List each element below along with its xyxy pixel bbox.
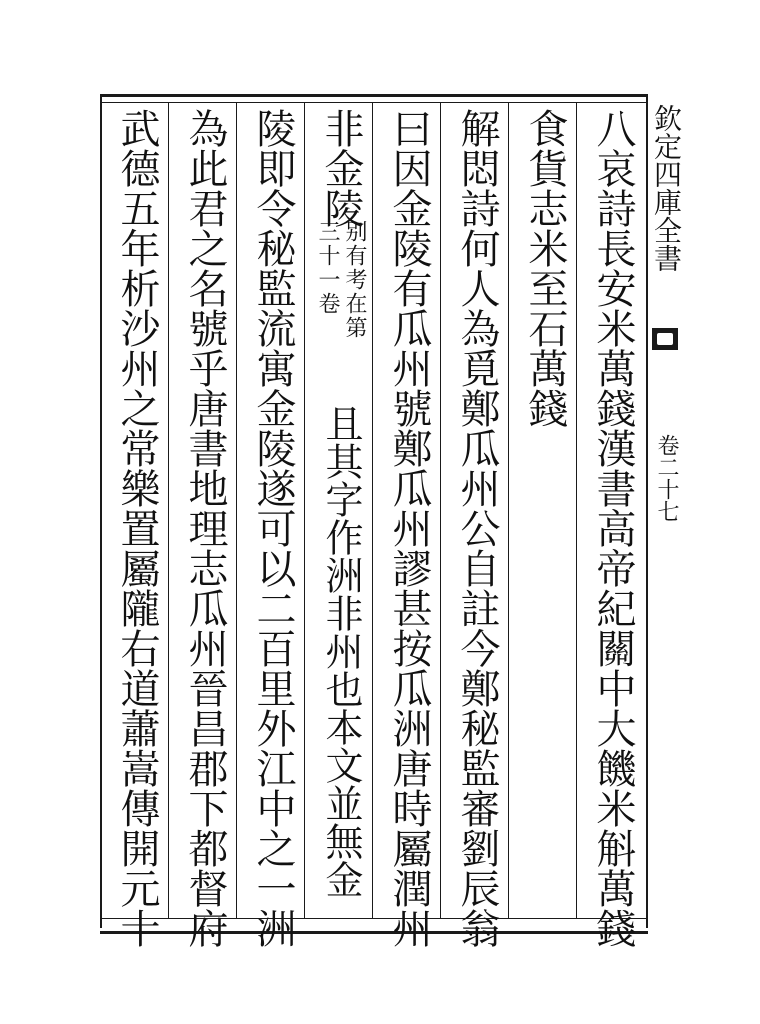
book-title: 欽定四庫全書	[650, 104, 683, 272]
column-rule	[236, 102, 237, 918]
text-column-1: 八哀詩長安米萬錢漢書高帝紀關中大饑米斛萬錢	[590, 108, 636, 948]
margin-strip	[650, 104, 682, 924]
column-rule	[576, 102, 577, 918]
annotation-right-line: 别有考在第	[342, 220, 367, 340]
juan-number: 卷二十七	[654, 434, 679, 522]
text-column-6: 陵即令秘監流寓金陵遂可以二百里外江中之一洲	[250, 108, 296, 948]
text-column-2: 食貨志米至石萬錢	[522, 108, 568, 428]
column-rule	[168, 102, 169, 918]
annotation-left-line: 三十一卷	[315, 220, 340, 316]
column-5-main-text-a: 非金陵	[318, 108, 364, 228]
column-rule	[304, 102, 305, 918]
column-rule	[372, 102, 373, 918]
text-column-7: 為此君之名號乎唐書地理志瓜州晉昌郡下都督府	[182, 108, 228, 948]
text-column-4: 曰因金陵有瓜州號鄭瓜州謬甚按瓜洲唐時屬潤州	[386, 108, 432, 948]
column-rule	[508, 102, 509, 918]
fishtail-mark	[652, 328, 678, 350]
inner-top-rule	[100, 102, 648, 103]
right-border	[646, 94, 648, 928]
text-column-5	[314, 108, 368, 914]
column-rule	[440, 102, 441, 918]
column-5-main-text-b: 且其字作洲非州也本文並無金	[319, 404, 363, 898]
text-column-3: 解悶詩何人為覓鄭瓜州公自註今鄭秘監審劉辰翁	[454, 108, 500, 948]
left-border	[100, 94, 102, 928]
text-column-8: 武德五年析沙州之常樂置屬隴右道蕭嵩傳開元十	[114, 108, 160, 948]
